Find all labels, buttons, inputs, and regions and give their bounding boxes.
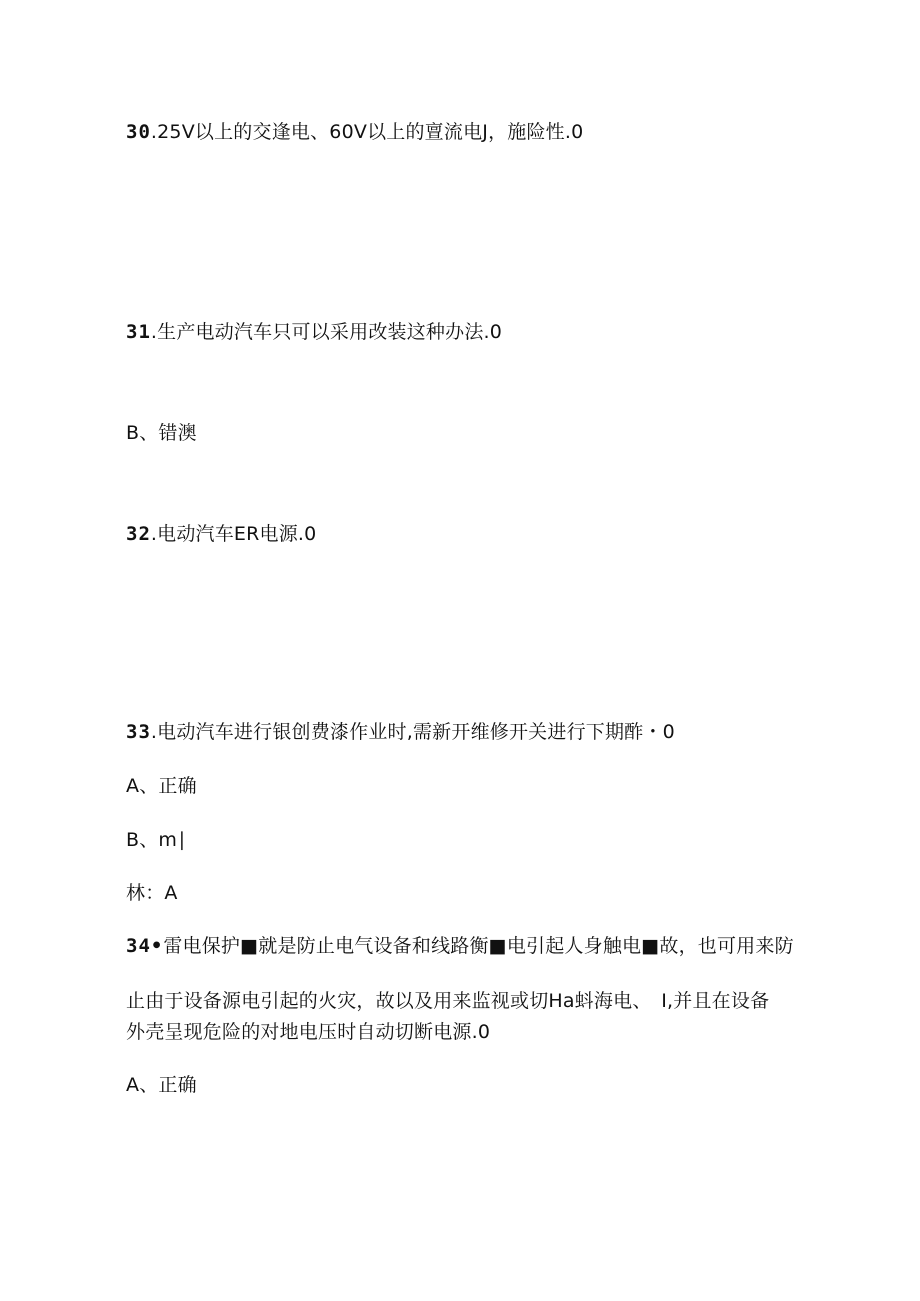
- option-a: A、正确: [126, 775, 197, 797]
- question-text: .电动汽车ER电源.0: [150, 523, 317, 545]
- question-32: [126, 522, 316, 546]
- question-34: [126, 934, 794, 958]
- question-31: [126, 320, 502, 344]
- option-b: B、错澳: [126, 422, 197, 444]
- question-text: .25V以上的交逢电、60V以上的亶流电J，施险性.0: [150, 121, 584, 143]
- question-text-line-3: 外壳呈现危险的对地电压时自动切断电源.0: [126, 1021, 491, 1043]
- question-number: 34•: [126, 935, 164, 957]
- option-a: A、正确: [126, 1074, 197, 1096]
- question-text-line-1: 雷电保护■就是防止电气设备和线路衡■电引起人身触电■故，也可用来防: [163, 935, 794, 957]
- question-30: [126, 120, 583, 144]
- question-33: [126, 720, 675, 744]
- question-number: 33: [126, 721, 151, 743]
- question-text: .电动汽车进行银创费漆作业时,需新开维修开关进行下期酢・0: [150, 721, 675, 743]
- option-b: B、m∣: [126, 829, 187, 851]
- question-text-line-2: 止由于设备源电引起的火灾，故以及用来监视或切Ha蚪海电、 I,并且在设备: [126, 990, 770, 1012]
- answer-line: 林：A: [126, 882, 178, 904]
- question-number: 30: [126, 121, 151, 143]
- question-number: 31: [126, 321, 151, 343]
- question-number: 32: [126, 523, 151, 545]
- question-text: .生产电动汽车只可以采用改装这种办法.0: [150, 321, 503, 343]
